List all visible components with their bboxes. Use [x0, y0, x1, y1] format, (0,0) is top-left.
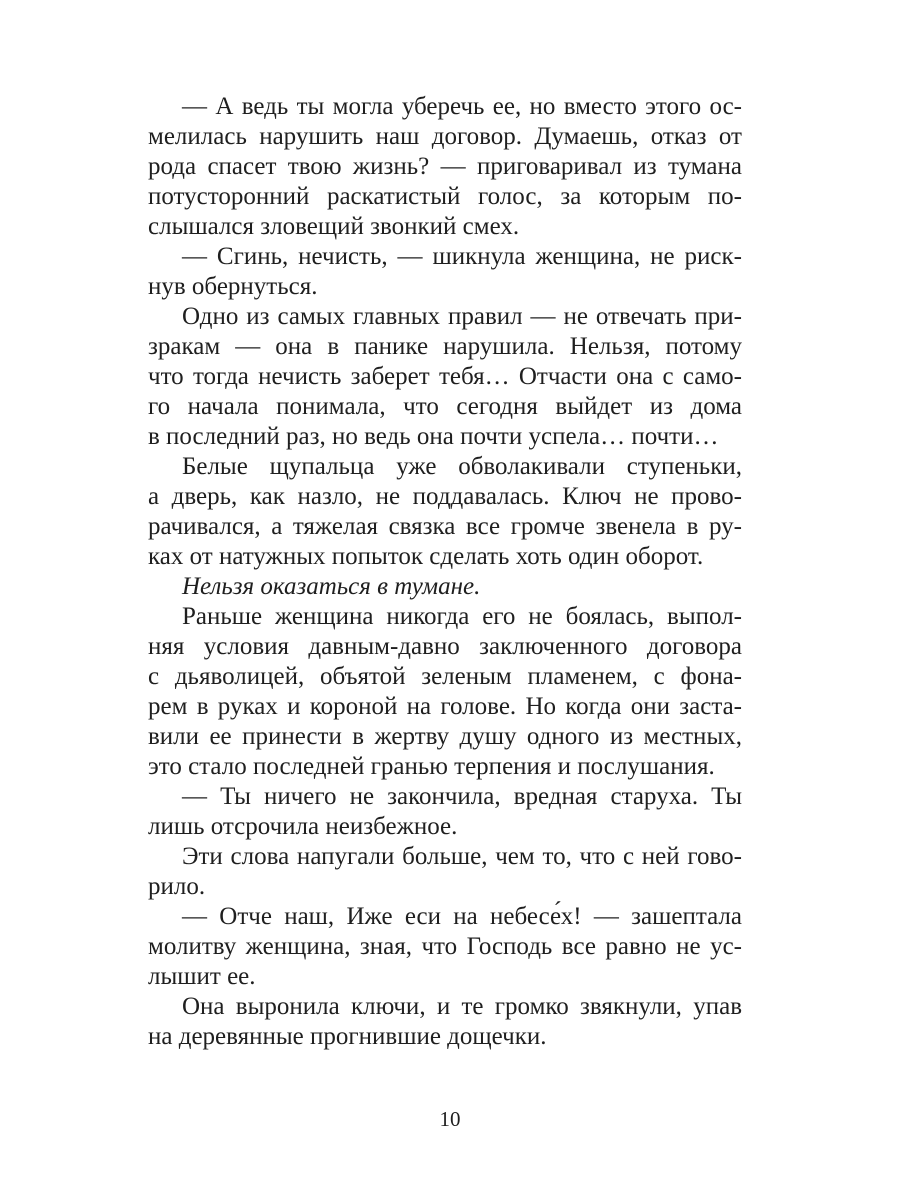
- text-line: Эти слова напугали больше, чем то, что с ней гово-: [182, 843, 742, 870]
- text-line: рило.: [148, 873, 206, 900]
- text-line: зракам — она в панике нарушила. Нельзя, потому: [148, 333, 742, 360]
- text-line: с дьяволицей, объятой зеленым пламенем, с фона-: [148, 663, 742, 690]
- text-line: лишь отсрочила неизбежное.: [148, 813, 458, 840]
- text-line: лышит ее.: [148, 963, 256, 990]
- text-line: — Ты ничего не закончила, вредная старуха. Ты: [182, 783, 742, 810]
- text-line: вили ее принести в жертву душу одного из местных,: [148, 723, 742, 750]
- text-line: нув обернуться.: [148, 273, 318, 300]
- text-line: — Сгинь, нечисть, — шикнула женщина, не риск-: [182, 243, 742, 270]
- text-line: няя условия давным-давно заключенного договора: [148, 633, 742, 660]
- text-line: Она выронила ключи, и те громко звякнули, упав: [182, 993, 742, 1020]
- text-line: рачивался, а тяжелая связка все громче звенела в ру-: [148, 513, 742, 540]
- text-line: го начала понимала, что сегодня выйдет из дома: [148, 393, 742, 420]
- text-line: а дверь, как назло, не поддавалась. Ключ не прово-: [148, 483, 742, 510]
- text-line: Одно из самых главных правил — не отвечать при-: [182, 303, 742, 330]
- text-line: — Отче наш, Иже еси на небесе́х! — зашептала: [182, 903, 742, 930]
- page-body: [148, 92, 742, 1052]
- text-line: рем в руках и короной на голове. Но когда они заста-: [148, 693, 742, 720]
- text-line: ках от натужных попыток сделать хоть один оборот.: [148, 543, 704, 570]
- text-line: потусторонний раскатистый голос, за которым по-: [148, 183, 742, 210]
- text-line: что тогда нечисть заберет тебя… Отчасти она с само-: [148, 363, 742, 390]
- page-number: 10: [439, 1107, 461, 1131]
- italic-text-line: Нельзя оказаться в тумане.: [182, 573, 481, 600]
- text-line: — А ведь ты могла уберечь ее, но вместо этого ос-: [182, 93, 742, 120]
- text-line: слышался зловещий звонкий смех.: [148, 213, 520, 240]
- text-line: это стало последней гранью терпения и послушания.: [148, 753, 715, 780]
- text-line: Раньше женщина никогда его не боялась, выпол-: [182, 603, 742, 630]
- text-line: на деревянные прогнившие дощечки.: [148, 1023, 547, 1050]
- text-line: мелилась нарушить наш договор. Думаешь, отказ от: [148, 123, 742, 150]
- text-line: в последний раз, но ведь она почти успела… почти…: [148, 423, 719, 450]
- text-line: рода спасет твою жизнь? — приговаривал из тумана: [148, 153, 742, 180]
- text-line: Белые щупальца уже обволакивали ступеньки,: [182, 453, 742, 480]
- text-line: молитву женщина, зная, что Господь все равно не ус-: [148, 933, 742, 960]
